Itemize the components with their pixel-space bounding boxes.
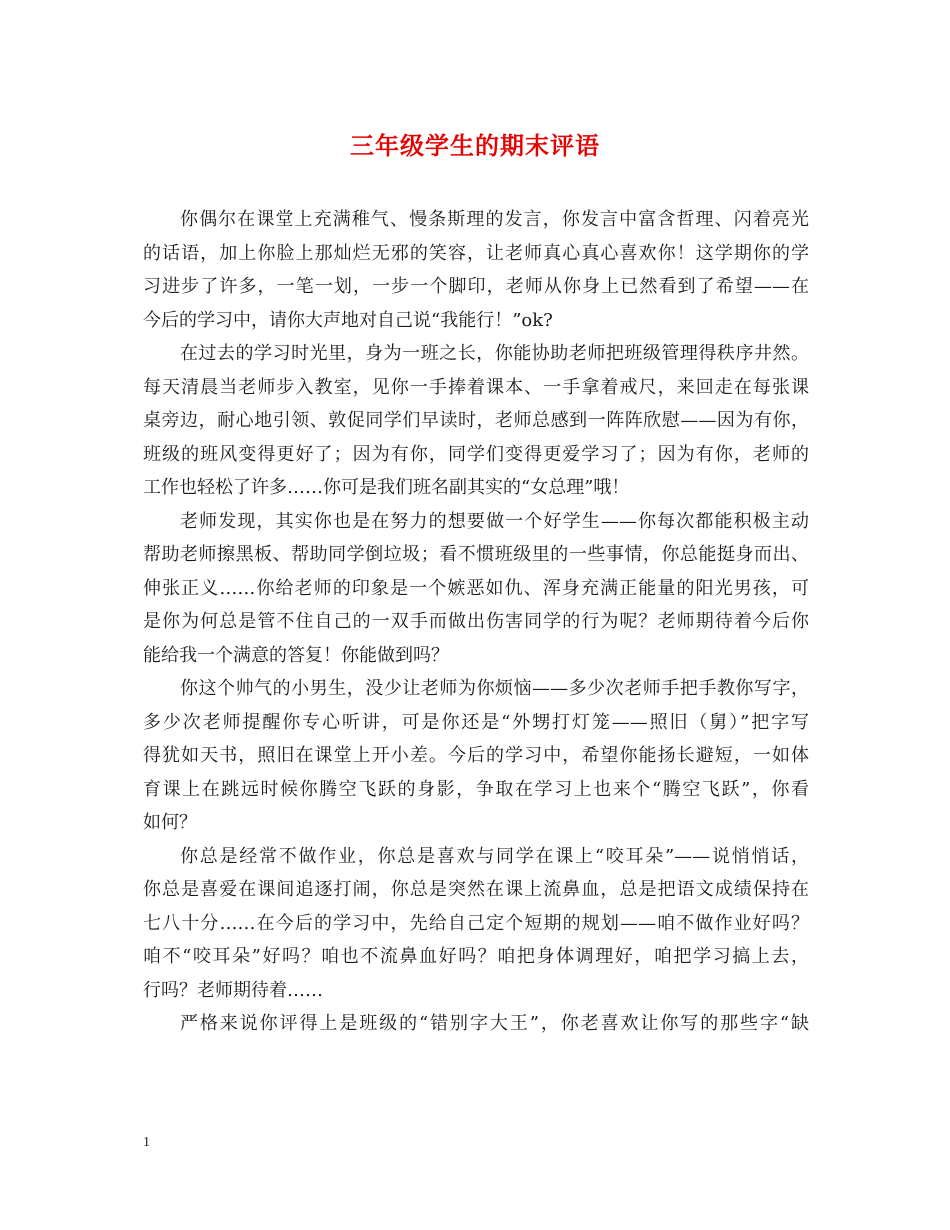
- body-line: 如何？: [143, 812, 197, 833]
- body-line: 你总是喜爱在课间追逐打闹，你总是突然在课上流鼻血，总是把语文成绩保持在: [143, 879, 809, 900]
- body-line: 多少次老师提醒你专心听讲，可是你还是“外甥打灯笼——照旧（舅）”把字写: [143, 711, 809, 733]
- body-line: 桌旁边，耐心地引领、敦促同学们早读时，老师总感到一阵阵欣慰——因为有你，: [143, 410, 809, 431]
- page-number: 1: [143, 1135, 150, 1150]
- body-line: 习进步了许多，一笔一划，一步一个脚印，老师从你身上已然看到了希望——在: [143, 276, 809, 297]
- body-line: 班级的班风变得更好了；因为有你，同学们变得更爱学习了；因为有你，老师的: [143, 443, 809, 465]
- body-line: 是你为何总是管不住自己的一双手而做出伤害同学的行为呢？老师期待着今后你: [143, 611, 809, 632]
- body-line: 你偶尔在课堂上充满稚气、慢条斯理的发言，你发言中富含哲理、闪着亮光: [180, 209, 809, 230]
- body-line: 能给我一个满意的答复！你能做到吗？: [143, 644, 449, 666]
- body-line: 七八十分……在今后的学习中，先给自己定个短期的规划——咱不做作业好吗？: [143, 912, 809, 934]
- body-line: 老师发现，其实你也是在努力的想要做一个好学生——你每次都能积极主动: [180, 510, 809, 532]
- body-line: 咱不“咬耳朵”好吗？咱也不流鼻血好吗？咱把身体调理好，咱把学习搞上去，: [143, 946, 809, 967]
- document-body: [143, 203, 809, 1041]
- body-line: 伸张正义……你给老师的印象是一个嫉恶如仇、浑身充满正能量的阳光男孩，可: [143, 577, 809, 599]
- body-line: 在过去的学习时光里，身为一班之长，你能协助老师把班级管理得秩序井然。: [180, 343, 809, 364]
- body-line: 每天清晨当老师步入教室，见你一手捧着课本、一手拿着戒尺，来回走在每张课: [143, 376, 809, 398]
- body-line: 育课上在跳远时候你腾空飞跃的身影，争取在学习上也来个“腾空飞跃”，你看: [143, 778, 809, 800]
- body-line: 工作也轻松了许多……你可是我们班名副其实的“女总理”哦！: [143, 477, 630, 498]
- body-line: 行吗？老师期待着……: [143, 979, 323, 1001]
- document-title: 三年级学生的期末评语: [350, 131, 600, 160]
- body-line: 严格来说你评得上是班级的“错别字大王”，你老喜欢让你写的那些字“缺: [180, 1013, 809, 1034]
- body-line: 你总是经常不做作业，你总是喜欢与同学在课上“咬耳朵”——说悄悄话，: [180, 845, 809, 867]
- body-line: 得犹如天书，照旧在课堂上开小差。今后的学习中，希望你能扬长避短，一如体: [143, 745, 809, 766]
- body-line: 的话语，加上你脸上那灿烂无邪的笑容，让老师真心真心喜欢你！这学期你的学: [143, 242, 809, 264]
- body-line: 你这个帅气的小男生，没少让老师为你烦恼——多少次老师手把手教你写字，: [180, 678, 809, 699]
- body-line: 今后的学习中，请你大声地对自己说“我能行！”ok?: [143, 309, 553, 331]
- body-line: 帮助老师擦黑板、帮助同学倒垃圾；看不惯班级里的一些事情，你总能挺身而出、: [143, 544, 809, 565]
